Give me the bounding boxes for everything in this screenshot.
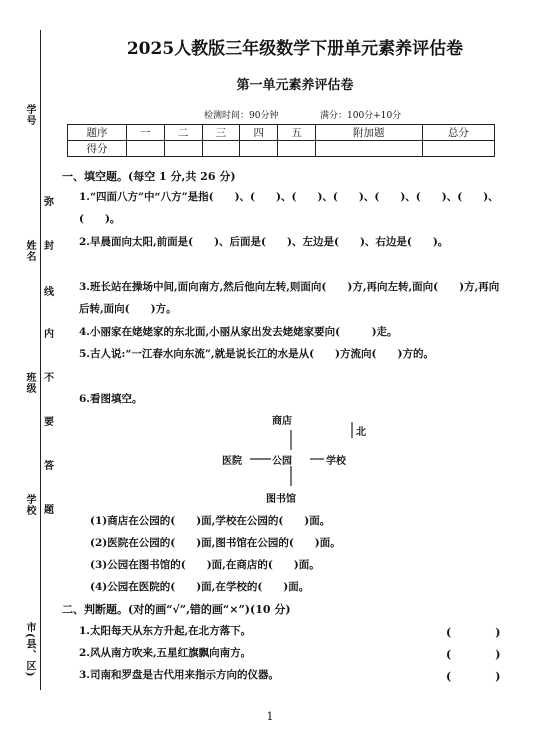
score-header-cell: 总分 [422,125,494,141]
page-subtitle: 第一单元素养评估卷 [236,78,354,93]
school-field-label: 学校 [24,494,35,516]
page-title: 2025人教版三年级数学下册单元素养评估卷 [126,39,464,59]
city-field-label: 市(县、区) [24,622,35,678]
question-5: 5.古人说:“一江春水向东流”,就是说长江的水是从( )方流向( )方的。 [79,348,434,360]
score-table-score-row [68,141,495,157]
seal-char: 题 [44,500,54,517]
score-input-cell[interactable] [202,141,240,157]
score-input-cell[interactable] [164,141,202,157]
seal-char: 封 [44,236,54,253]
score-header-cell: 二 [164,125,202,141]
score-input-cell[interactable] [422,141,494,157]
question-3: 3.班长站在操场中间,面向南方,然后他向左转,则面向( )方,再向左转,面向( )方,再向后转,面向( )方。 [79,281,500,315]
score-header-cell: 五 [278,125,316,141]
score-header-cell: 四 [240,125,278,141]
score-table-header-row [68,125,495,141]
score-input-cell[interactable] [240,141,278,157]
map-label-school: 学校 [326,456,346,467]
full-score: 满分：100分+10分 [320,111,402,121]
time-limit: 检测时间：90分钟 [204,111,279,121]
judge-answer-3[interactable]: ( ) [446,670,501,683]
name-field-label: 姓名 [24,240,35,262]
score-header-cell: 一 [127,125,165,141]
score-input-cell[interactable] [278,141,316,157]
section-2-heading: 二、判断题。(对的画“√”,错的画“×”)(10 分) [62,603,291,616]
question-1: 1.“四面八方”中“八方”是指( )、( )、( )、( )、( )、( )、( )、( )。 [79,191,499,225]
judge-item-2: 2.风从南方吹来,五星红旗飘向南方。 [79,647,252,659]
question-6-sub-1: (1)商店在公园的( )面,学校在公园的( )面。 [90,515,331,527]
page-number: 1 [266,710,274,723]
judge-item-1: 1.太阳每天从东方升起,在北方落下。 [79,625,252,637]
score-input-cell[interactable] [127,141,165,157]
question-4: 4.小丽家在姥姥家的东北面,小丽从家出发去姥姥家要向( )走。 [79,326,398,338]
judge-answer-2[interactable]: ( ) [446,648,501,661]
map-label-library: 图书馆 [266,494,296,505]
seal-char: 要 [44,412,54,429]
north-arrow-label: 北 [356,427,366,438]
map-label-park: 公园 [272,456,292,467]
score-table [67,124,495,157]
seal-char: 线 [44,282,54,299]
section-1-heading: 一、填空题。(每空 1 分,共 26 分) [62,170,236,183]
question-6-sub-4: (4)公园在医院的( )面,在学校的( )面。 [90,581,310,593]
question-6-sub-2: (2)医院在公园的( )面,图书馆在公园的( )面。 [90,537,341,549]
score-header-cell: 三 [202,125,240,141]
seal-char: 答 [44,456,54,473]
student-id-field-label: 学号 [24,104,35,126]
score-header-cell: 题序 [68,125,127,141]
seal-char: 弥 [44,192,54,209]
seal-char: 内 [44,324,54,341]
question-2: 2.早晨面向太阳,前面是( )、后面是( )、左边是( )、右边是( )。 [79,236,449,248]
judge-item-3: 3.司南和罗盘是古代用来指示方向的仪器。 [79,669,279,681]
question-6-sub-3: (3)公园在图书馆的( )面,在商店的( )面。 [90,559,320,571]
binding-line [40,30,41,690]
class-field-label: 班级 [24,372,35,394]
map-label-shop: 商店 [272,416,292,427]
judge-answer-1[interactable]: ( ) [446,626,501,639]
map-label-hospital: 医院 [222,456,242,467]
seal-char: 不 [44,368,54,385]
direction-map [200,408,390,508]
score-row-label: 得分 [68,141,127,157]
score-input-cell[interactable] [315,141,422,157]
question-6: 6.看图填空。 [79,393,143,405]
score-header-cell: 附加题 [315,125,422,141]
